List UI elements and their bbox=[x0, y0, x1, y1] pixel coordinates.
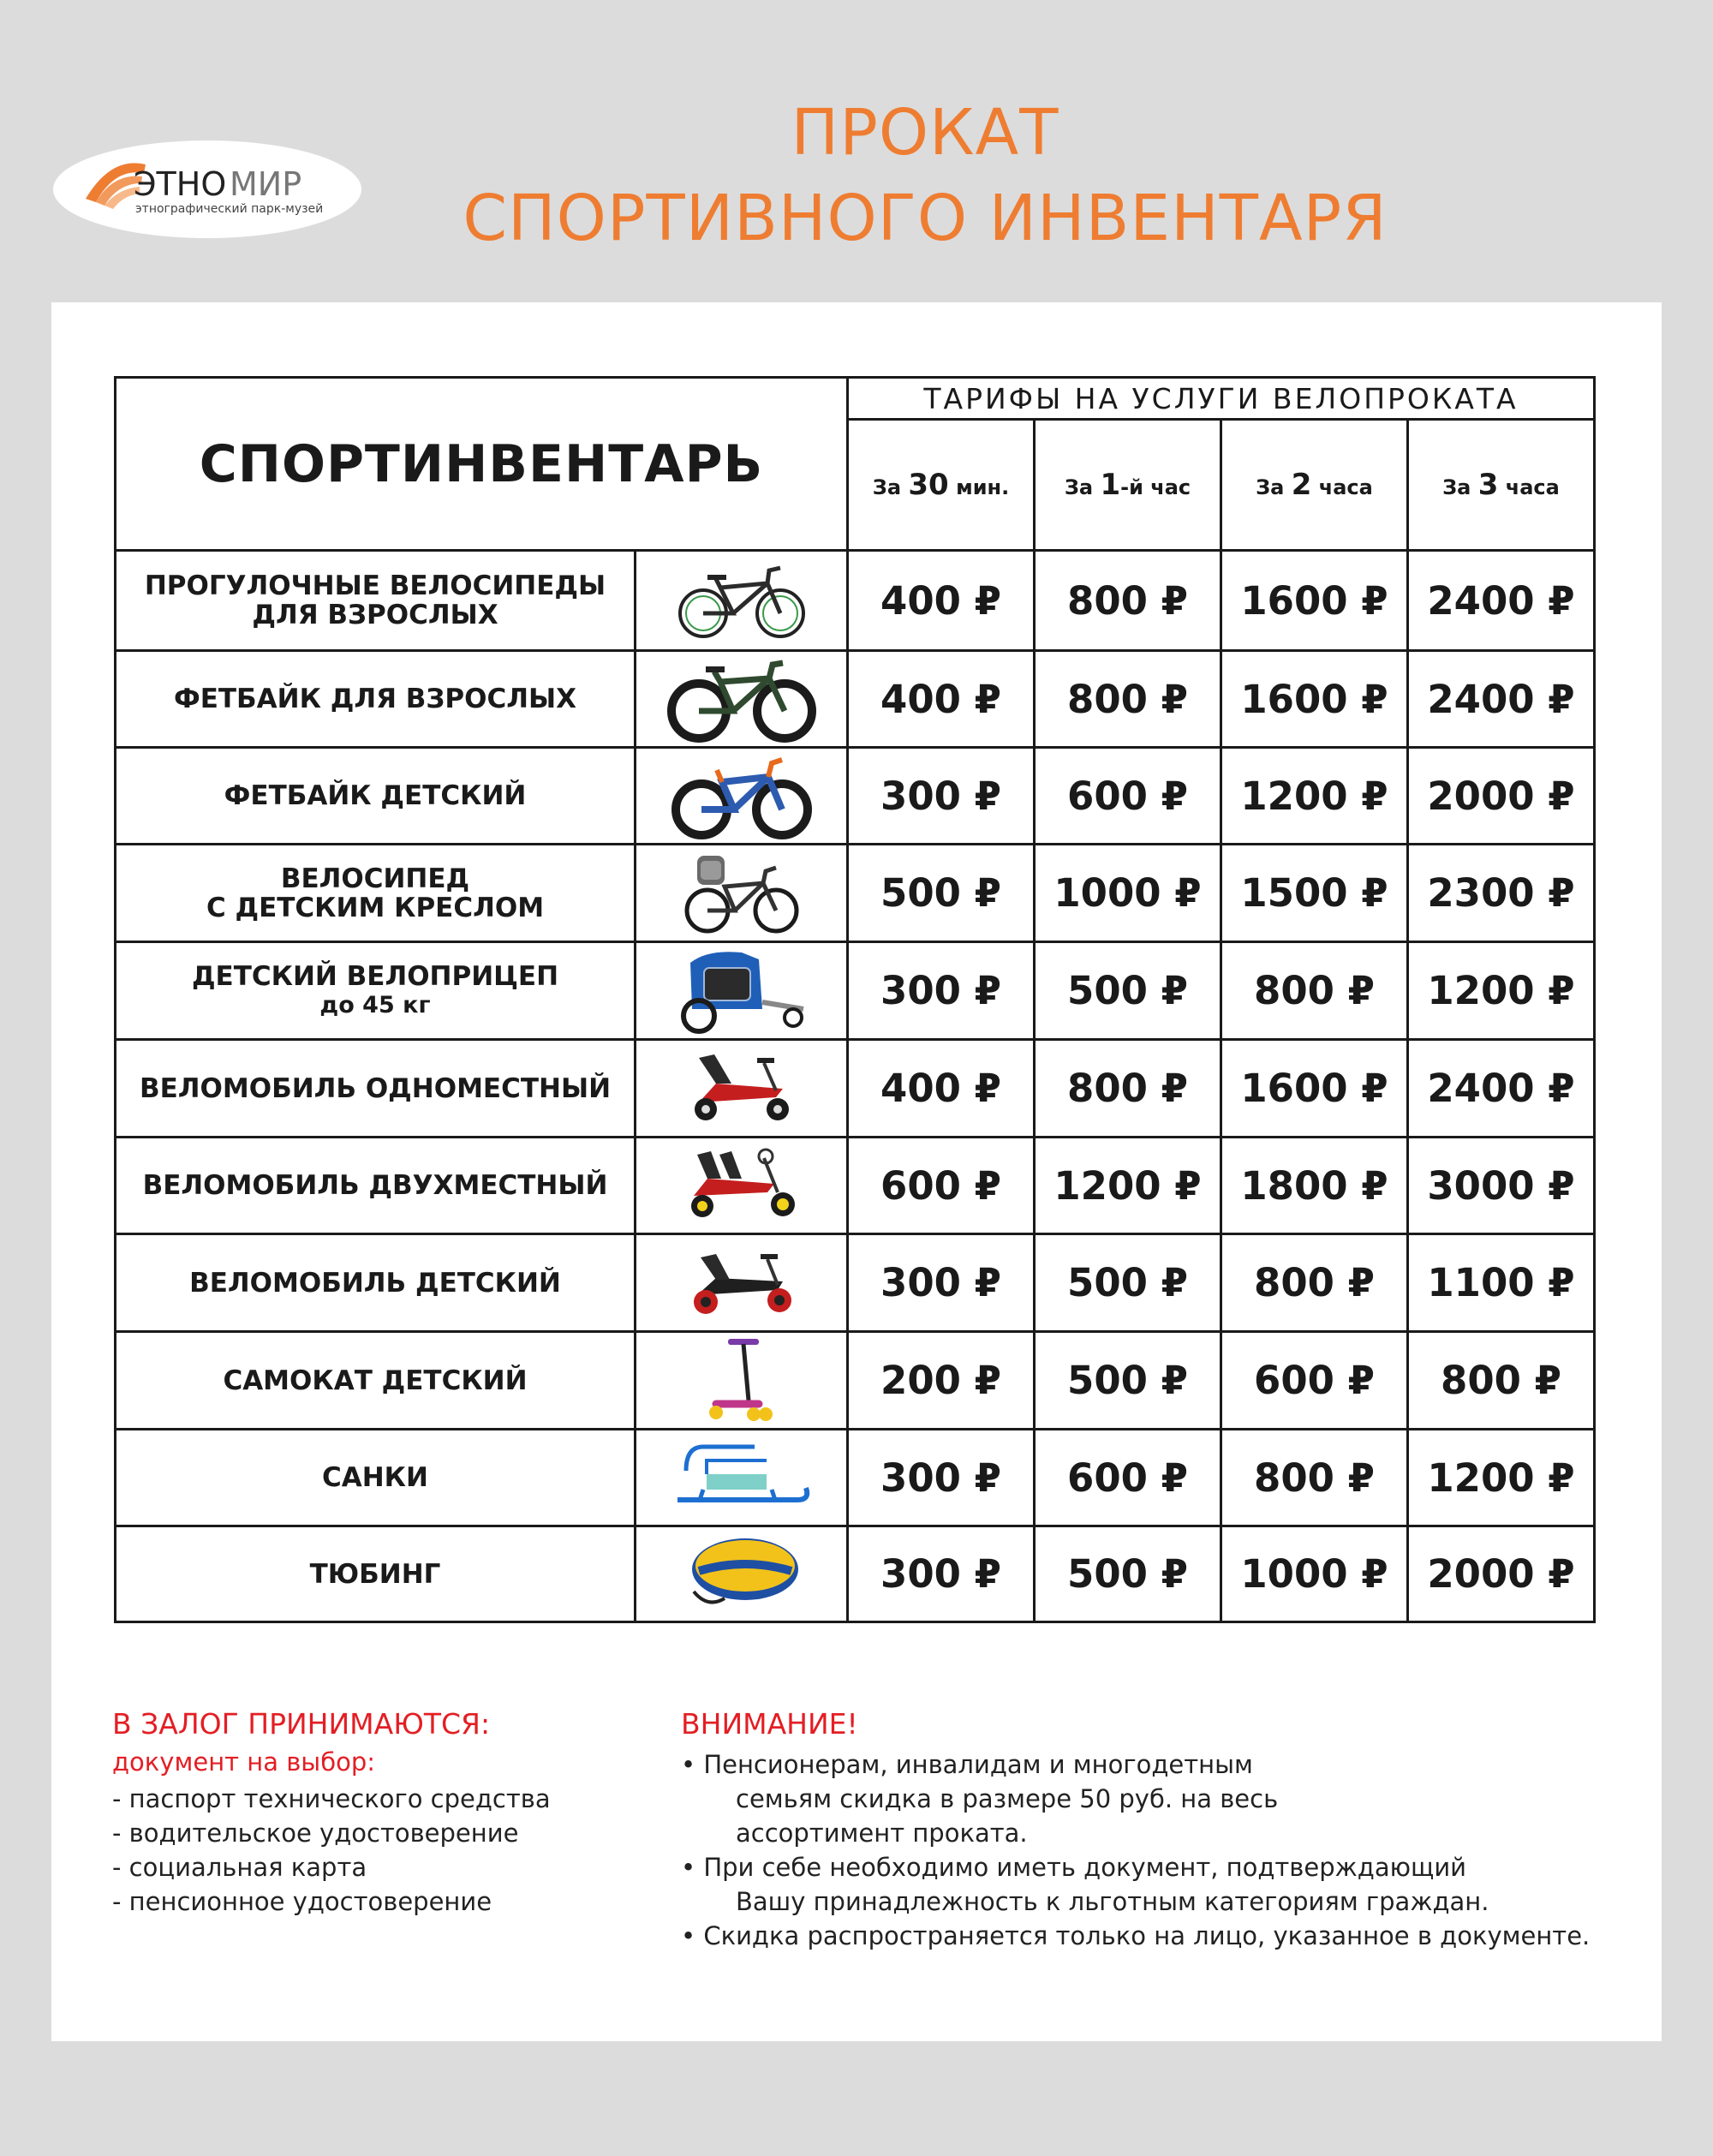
title-line-1: ПРОКАТ bbox=[791, 96, 1059, 170]
table-row bbox=[116, 1430, 1595, 1526]
price-cell: 800 ₽ bbox=[1221, 1234, 1408, 1332]
table-row bbox=[116, 1526, 1595, 1622]
table-row bbox=[116, 1332, 1595, 1430]
single-gokart-icon bbox=[682, 1046, 802, 1132]
item-image bbox=[636, 1430, 848, 1526]
deposit-item: - социальная карта bbox=[112, 1853, 367, 1882]
deposit-item: - паспорт технического средства bbox=[112, 1784, 551, 1813]
period-header: За 1-й час bbox=[1035, 420, 1221, 551]
kids-fatbike-icon bbox=[669, 751, 815, 840]
fatbike-icon bbox=[665, 654, 819, 744]
price-cell: 300 ₽ bbox=[848, 1430, 1035, 1526]
item-name: ТЮБИНГ bbox=[116, 1526, 636, 1622]
price-cell: 600 ₽ bbox=[1035, 1430, 1221, 1526]
price-cell: 800 ₽ bbox=[1035, 1040, 1221, 1138]
item-image bbox=[636, 1138, 848, 1234]
logo-badge bbox=[51, 139, 364, 240]
attention-bullet: • При себе необходимо иметь документ, подтверждающий Вашу принадлежность к льготным категориям граждан. bbox=[681, 1853, 1489, 1916]
price-cell: 600 ₽ bbox=[1221, 1332, 1408, 1430]
deposit-heading: В ЗАЛОГ ПРИНИМАЮТСЯ: bbox=[112, 1707, 491, 1741]
price-cell: 1600 ₽ bbox=[1221, 1040, 1408, 1138]
table-row bbox=[116, 551, 1595, 651]
price-cell: 2400 ₽ bbox=[1408, 1040, 1595, 1138]
price-cell: 300 ₽ bbox=[848, 942, 1035, 1040]
price-cell: 1000 ₽ bbox=[1035, 845, 1221, 942]
item-image bbox=[636, 1332, 848, 1430]
price-cell: 1200 ₽ bbox=[1221, 748, 1408, 845]
item-name: ПРОГУЛОЧНЫЕ ВЕЛОСИПЕДЫ ДЛЯ ВЗРОСЛЫХ bbox=[116, 551, 636, 651]
page-title bbox=[368, 90, 1482, 261]
equipment-header: СПОРТИНВЕНТАРЬ bbox=[116, 378, 848, 551]
snow-tube-icon bbox=[682, 1532, 802, 1617]
cruiser-bike-icon bbox=[673, 558, 810, 643]
double-gokart-icon bbox=[682, 1143, 802, 1228]
deposit-item: - водительское удостоверение bbox=[112, 1819, 519, 1848]
item-name: ФЕТБАЙК ДЛЯ ВЗРОСЛЫХ bbox=[116, 651, 636, 748]
tariffs-header: ТАРИФЫ НА УСЛУГИ ВЕЛОПРОКАТА bbox=[848, 378, 1595, 420]
price-cell: 800 ₽ bbox=[1408, 1332, 1595, 1430]
table-row bbox=[116, 1138, 1595, 1234]
logo-brand-a: ЭТНО bbox=[134, 165, 227, 203]
table-row bbox=[116, 845, 1595, 942]
title-line-2: СПОРТИВНОГО ИНВЕНТАРЯ bbox=[463, 182, 1388, 255]
price-cell: 600 ₽ bbox=[848, 1138, 1035, 1234]
item-name: ВЕЛОМОБИЛЬ ДВУХМЕСТНЫЙ bbox=[116, 1138, 636, 1234]
price-cell: 500 ₽ bbox=[848, 845, 1035, 942]
table-row bbox=[116, 1234, 1595, 1332]
price-cell: 3000 ₽ bbox=[1408, 1138, 1595, 1234]
price-cell: 500 ₽ bbox=[1035, 942, 1221, 1040]
kick-scooter-icon bbox=[699, 1335, 785, 1426]
price-cell: 1100 ₽ bbox=[1408, 1234, 1595, 1332]
period-header: За 3 часа bbox=[1408, 420, 1595, 551]
table-row bbox=[116, 748, 1595, 845]
price-cell: 1800 ₽ bbox=[1221, 1138, 1408, 1234]
kids-gokart-icon bbox=[682, 1240, 802, 1326]
price-cell: 2300 ₽ bbox=[1408, 845, 1595, 942]
price-cell: 300 ₽ bbox=[848, 1526, 1035, 1622]
item-image bbox=[636, 651, 848, 748]
price-cell: 1500 ₽ bbox=[1221, 845, 1408, 942]
price-cell: 800 ₽ bbox=[1035, 651, 1221, 748]
price-cell: 2400 ₽ bbox=[1408, 651, 1595, 748]
price-cell: 400 ₽ bbox=[848, 551, 1035, 651]
price-cell: 2000 ₽ bbox=[1408, 1526, 1595, 1622]
price-cell: 500 ₽ bbox=[1035, 1526, 1221, 1622]
price-cell: 1200 ₽ bbox=[1035, 1138, 1221, 1234]
item-image bbox=[636, 942, 848, 1040]
price-cell: 600 ₽ bbox=[1035, 748, 1221, 845]
item-image bbox=[636, 551, 848, 651]
price-cell: 800 ₽ bbox=[1035, 551, 1221, 651]
item-name: ВЕЛОМОБИЛЬ ОДНОМЕСТНЫЙ bbox=[116, 1040, 636, 1138]
item-image bbox=[636, 1234, 848, 1332]
period-header: За 2 часа bbox=[1221, 420, 1408, 551]
price-cell: 300 ₽ bbox=[848, 748, 1035, 845]
price-cell: 300 ₽ bbox=[848, 1234, 1035, 1332]
item-name: САМОКАТ ДЕТСКИЙ bbox=[116, 1332, 636, 1430]
deposit-item: - пенсионное удостоверение bbox=[112, 1887, 492, 1916]
table-row bbox=[116, 942, 1595, 1040]
item-name: ВЕЛОМОБИЛЬ ДЕТСКИЙ bbox=[116, 1234, 636, 1332]
price-cell: 1600 ₽ bbox=[1221, 651, 1408, 748]
price-cell: 1200 ₽ bbox=[1408, 1430, 1595, 1526]
price-table bbox=[114, 376, 1596, 1623]
price-cell: 500 ₽ bbox=[1035, 1332, 1221, 1430]
price-cell: 1000 ₽ bbox=[1221, 1526, 1408, 1622]
item-image bbox=[636, 748, 848, 845]
price-cell: 400 ₽ bbox=[848, 1040, 1035, 1138]
logo-tagline: этнографический парк-музей bbox=[135, 202, 324, 216]
bike-child-seat-icon bbox=[682, 849, 802, 938]
deposit-notes bbox=[112, 1707, 643, 1919]
logo-brand-b: МИР bbox=[230, 165, 302, 203]
table-row bbox=[116, 651, 1595, 748]
price-cell: 400 ₽ bbox=[848, 651, 1035, 748]
sled-icon bbox=[669, 1435, 815, 1520]
item-name: САНКИ bbox=[116, 1430, 636, 1526]
price-cell: 2400 ₽ bbox=[1408, 551, 1595, 651]
price-cell: 1200 ₽ bbox=[1408, 942, 1595, 1040]
price-cell: 800 ₽ bbox=[1221, 1430, 1408, 1526]
attention-bullet: • Пенсионерам, инвалидам и многодетным семьям скидка в размере 50 руб. на весь ассортимент проката. bbox=[681, 1750, 1279, 1848]
price-cell: 2000 ₽ bbox=[1408, 748, 1595, 845]
price-sheet bbox=[51, 302, 1662, 2041]
item-image bbox=[636, 845, 848, 942]
item-name: ФЕТБАЙК ДЕТСКИЙ bbox=[116, 748, 636, 845]
price-cell: 800 ₽ bbox=[1221, 942, 1408, 1040]
attention-bullet: • Скидка распространяется только на лицо, указанное в документе. bbox=[681, 1921, 1591, 1950]
attention-heading: ВНИМАНИЕ! bbox=[681, 1707, 858, 1741]
deposit-subheading: документ на выбор: bbox=[112, 1747, 376, 1777]
item-name: ВЕЛОСИПЕД С ДЕТСКИМ КРЕСЛОМ bbox=[116, 845, 636, 942]
period-header: За 30 мин. bbox=[848, 420, 1035, 551]
item-image bbox=[636, 1040, 848, 1138]
bike-trailer-icon bbox=[673, 946, 810, 1036]
price-cell: 500 ₽ bbox=[1035, 1234, 1221, 1332]
price-cell: 1600 ₽ bbox=[1221, 551, 1408, 651]
item-name: ДЕТСКИЙ ВЕЛОПРИЦЕП до 45 кг bbox=[116, 942, 636, 1040]
table-row bbox=[116, 1040, 1595, 1138]
price-cell: 200 ₽ bbox=[848, 1332, 1035, 1430]
item-image bbox=[636, 1526, 848, 1622]
ethnomir-logo bbox=[51, 139, 364, 240]
attention-notes bbox=[681, 1707, 1640, 1953]
